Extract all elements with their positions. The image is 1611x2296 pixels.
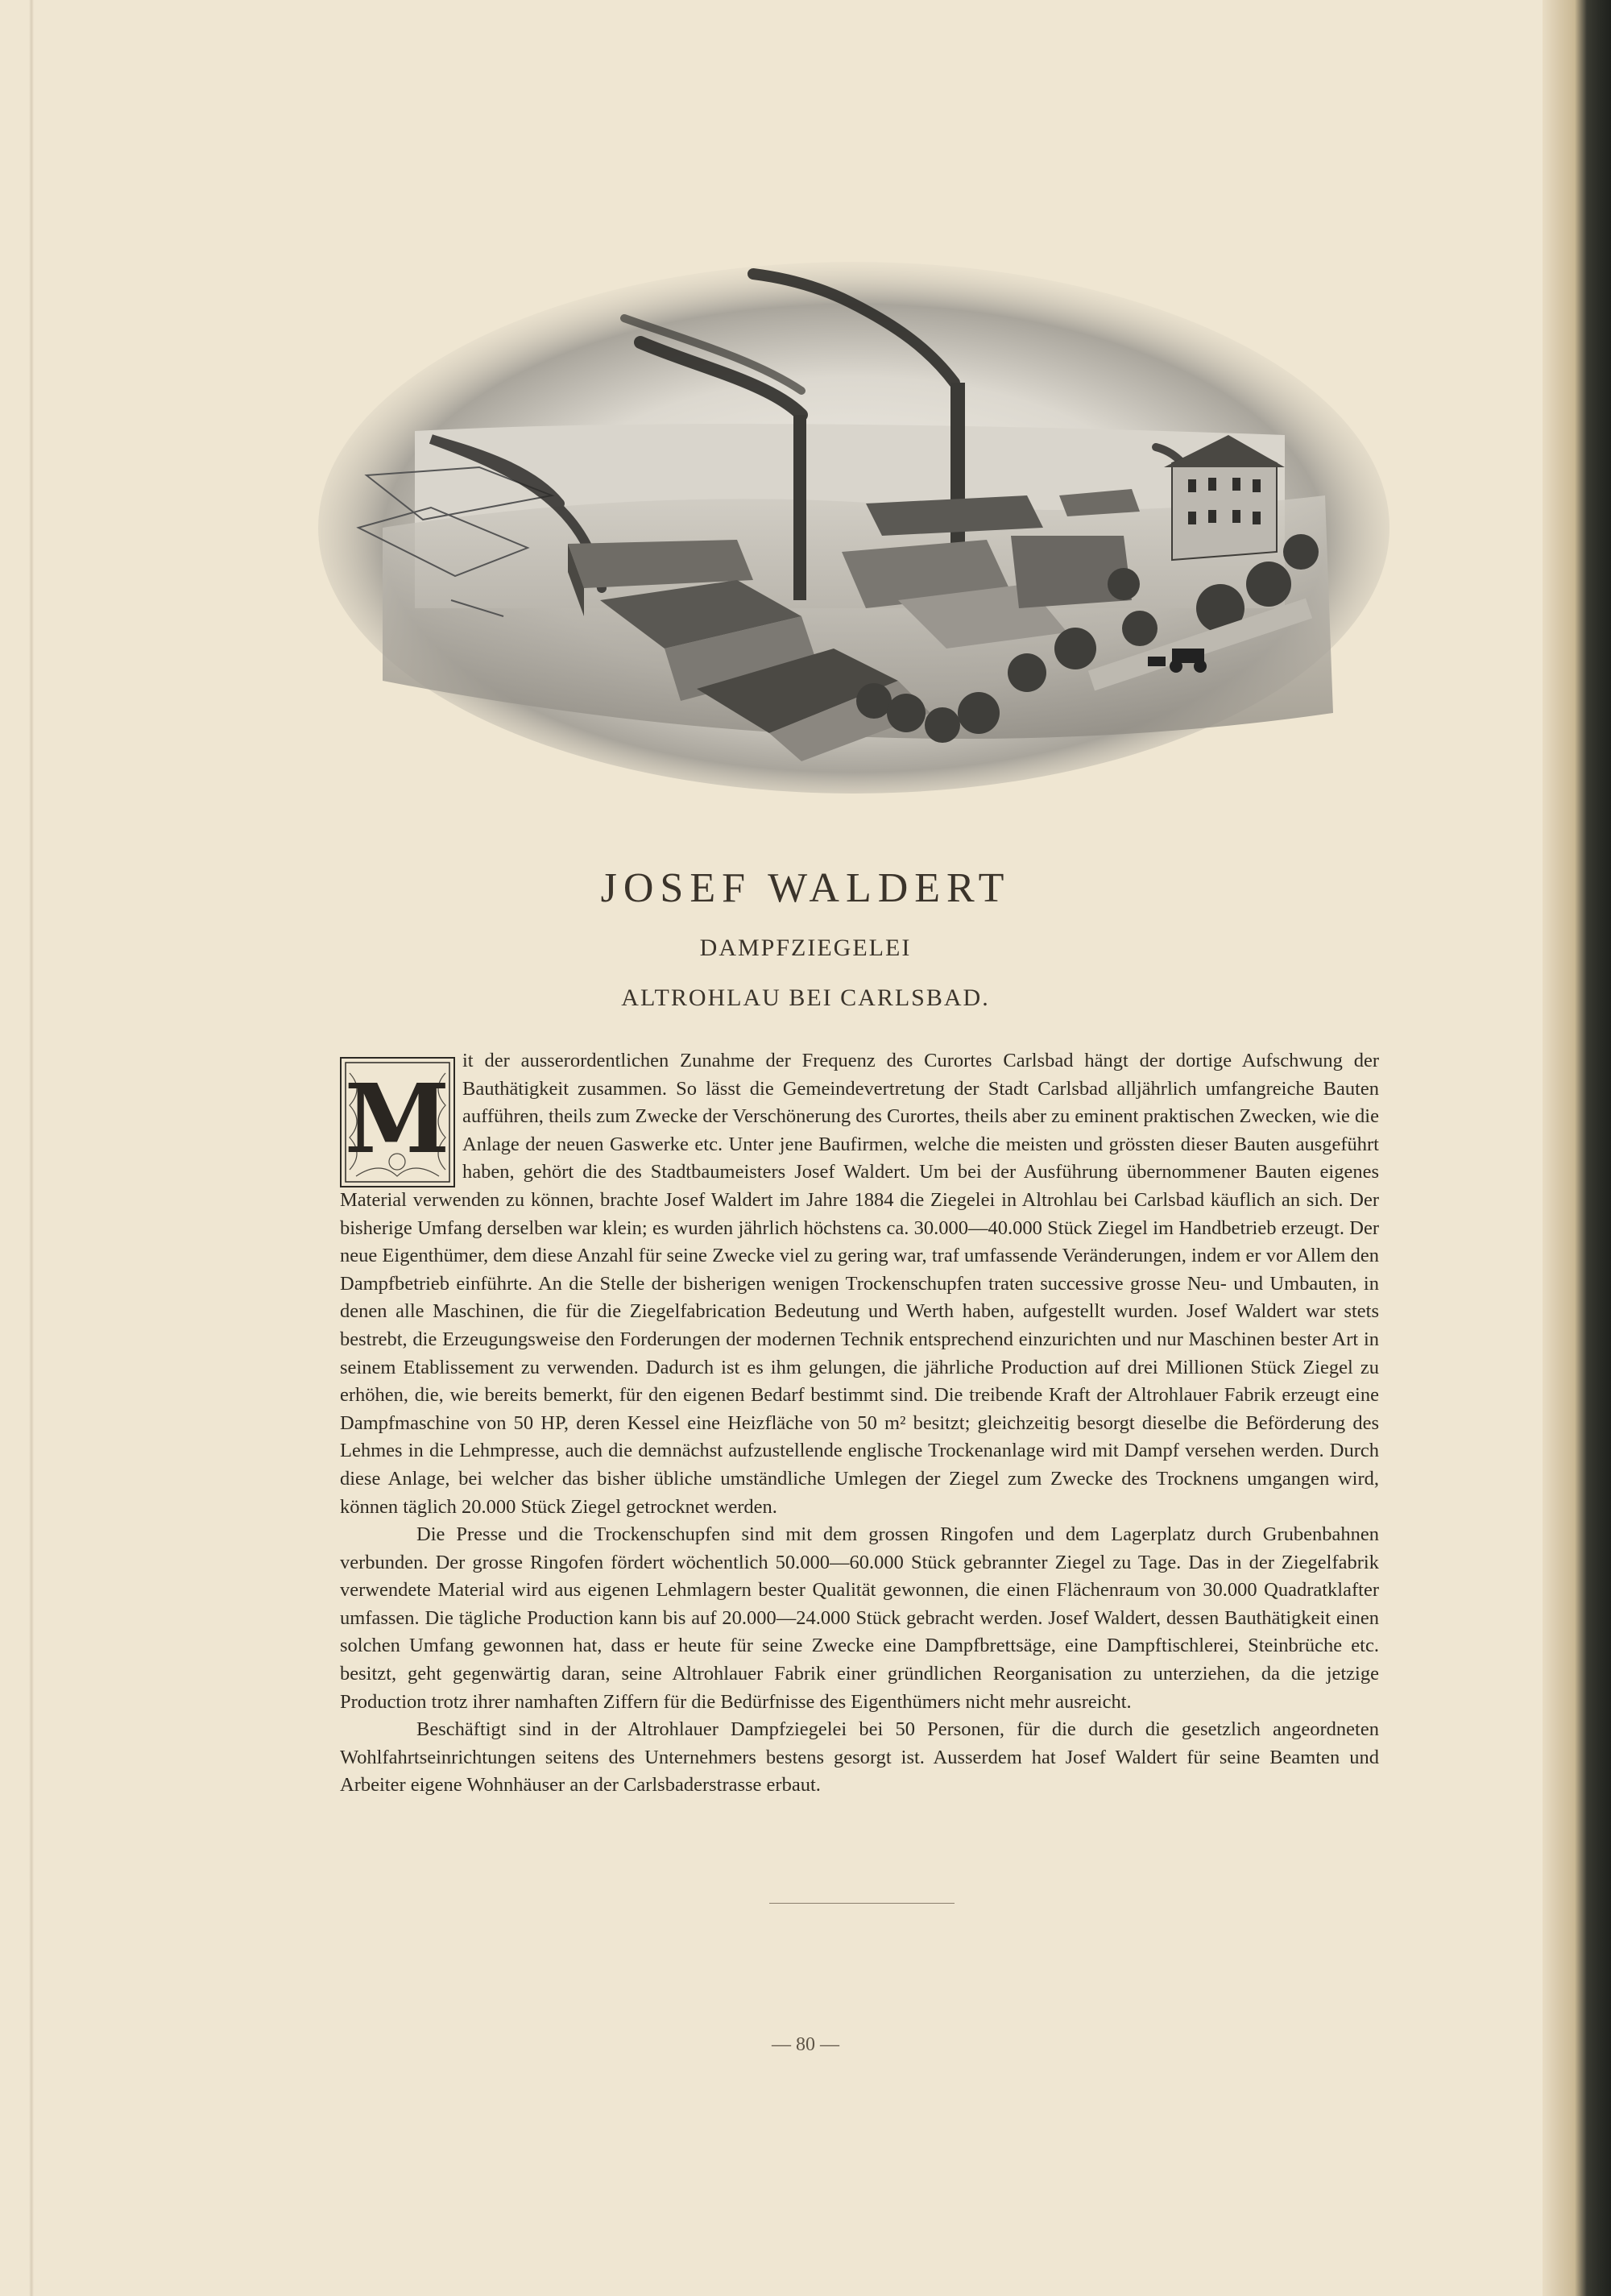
article-body <box>340 1047 1379 1800</box>
initial-spacer <box>340 1047 462 1184</box>
factory-illustration <box>318 262 1389 794</box>
company-title: JOSEF WALDERT <box>600 865 1011 911</box>
divider-rule <box>769 1903 955 1904</box>
paragraph-3: Beschäftigt sind in der Altrohlauer Dampfziegelei bei 50 Personen, für die durch die gesetzlich angeordneten Wohlfahrtseinrichtungen seitens des Unternehmers bestens gesorgt ist. Ausserdem hat Josef Waldert für seine Beamten und Arbeiter eigene Wohnhäuser an der Carlsbaderstrasse erbaut. <box>340 1718 1379 1797</box>
company-location: ALTROHLAU BEI CARLSBAD. <box>621 984 990 1011</box>
page-edge <box>1543 0 1611 2296</box>
company-subtitle: DAMPFZIEGELEI <box>699 935 912 961</box>
page-number: — 80 — <box>772 2034 839 2055</box>
initial-letter: M <box>344 1063 450 1175</box>
paragraph-1: it der ausserordentlichen Zunahme der Frequenz des Curortes Carlsbad hängt der dortige Aufschwung der Bauthätigkeit zusammen. So lässt die Gemeindevertretung der Stadt Carlsbad alljährlich umfangreiche Bauten aufführen, theils zum Zwecke der Verschönerung des Curortes, theils aber zu eminent praktischen Zwecken, wie die Anlage der neuen Gaswerke etc. Unter jene Baufirmen, welche die meisten und grössten dieser Bauten ausgeführt haben, gehört die des Stadtbaumeisters Josef Waldert. Um bei der Ausführung übernommener Bauten eigenes Material verwenden zu können, brachte Josef Waldert im Jahre 1884 die Ziegelei in Altrohlau bei Carlsbad käuflich an sich. Der bisherige Umfang derselben war klein; es wurden jährlich höchstens ca. 30.000—40.000 Stück Ziegel im Handbetrieb erzeugt. Der neue Eigenthümer, dem diese Anzahl für seine Zwecke viel zu gering war, traf umfassende Veränderungen, indem er vor Allem den Dampfbetrieb einführte. An die Stelle der bisherigen wenigen Trockenschupfen traten successive grosse Neu- und Umbauten, in denen alle Maschinen, die für die Ziegelfabrication Bedeutung und Werth haben, aufgestellt wurden. Josef Waldert war stets bestrebt, die Erzeugungsweise den Forderungen der modernen Technik entsprechend einzurichten und nur Maschinen bester Art in seinem Etablissement zu verwenden. Dadurch ist es ihm gelungen, die jährliche Production auf drei Millionen Stück Ziegel zu erhöhen, die, wie bereits bemerkt, für den eigenen Bedarf bestimmt sind. Die treibende Kraft der Altrohlauer Fabrik erzeugt eine Dampfmaschine von 50 HP, deren Kessel eine Heizfläche von 50 m² besitzt; gleichzeitig besorgt dieselbe die Beförderung des Lehmes in die Lehmpresse, auch die demnächst aufzustellende englische Trockenanlage wird mit Dampf versehen werden. Durch diese Anlage, bei welcher das bisher übliche umständliche Umlegen der Ziegel zum Zwecke des Trocknens umgangen wird, können täglich 20.000 Stück Ziegel getrocknet werden. <box>340 1050 1379 1518</box>
paragraph-2: Die Presse und die Trockenschupfen sind mit dem grossen Ringofen und dem Lagerplatz durch Grubenbahnen verbunden. Der grosse Ringofen fördert wöchentlich 50.000—60.000 Stück gebrannter Ziegel zu Tage. Das in der Ziegelfabrik verwendete Material wird aus eigenen Lehmlagern bester Qualität gewonnen, die einen Flächenraum von 30.000 Quadratklafter umfassen. Die tägliche Production kann bis auf 20.000—24.000 Stück gebracht werden. Josef Waldert, dessen Bauthätigkeit einen solchen Umfang gewonnen hat, dass er heute für seine Zwecke eine Dampfbrettsäge, eine Dampftischlerei, Steinbrüche etc. besitzt, geht gegenwärtig daran, seine Altrohlauer Fabrik einer gründlichen Reorganisation zu unterziehen, da die jetzige Production trotz ihrer namhaften Ziffern für die Bedürfnisse des Eigenthümers nicht mehr ausreicht. <box>340 1523 1379 1713</box>
binding-shadow <box>29 0 34 2296</box>
